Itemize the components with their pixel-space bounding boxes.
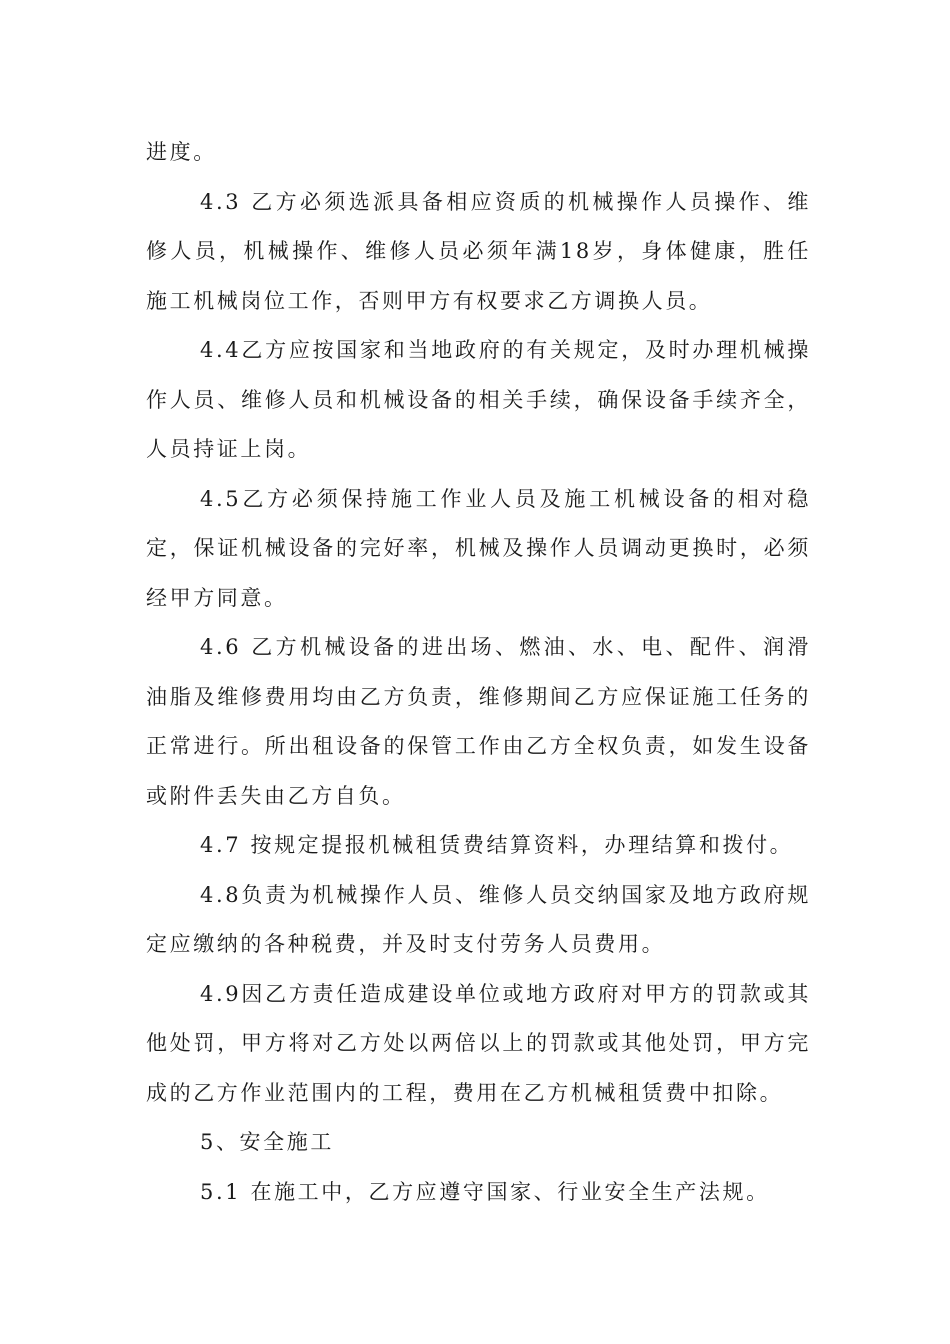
- paragraph-continuation: 进度。: [146, 140, 217, 164]
- document-body: [146, 128, 811, 1217]
- paragraph-4-7: 4.7 按规定提报机械租赁费结算资料，办理结算和拨付。: [200, 833, 794, 857]
- paragraph-5-1: 5.1 在施工中，乙方应遵守国家、行业安全生产法规。: [200, 1179, 770, 1204]
- paragraph-4-4: 4.4乙方应按国家和当地政府的有关规定，及时办理机械操作人员、维修人员和机械设备的相关手续，确保设备手续齐全，人员持证上岗。: [146, 338, 811, 461]
- paragraph-4-5: 4.5乙方必须保持施工作业人员及施工机械设备的相对稳定，保证机械设备的完好率，机械及操作人员调动更换时，必须经甲方同意。: [146, 486, 811, 610]
- paragraph-4-9: 4.9因乙方责任造成建设单位或地方政府对甲方的罚款或其他处罚，甲方将对乙方处以两倍以上的罚款或其他处罚，甲方完成的乙方作业范围内的工程，费用在乙方机械租赁费中扣除。: [146, 981, 811, 1105]
- section-heading-5: 5、安全施工: [200, 1130, 334, 1154]
- paragraph-4-8: 4.8负责为机械操作人员、维修人员交纳国家及地方政府规定应缴纳的各种税费，并及时支付劳务人员费用。: [146, 882, 811, 956]
- paragraph-4-3: 4.3 乙方必须选派具备相应资质的机械操作人员操作、维修人员，机械操作、维修人员必须年满18岁，身体健康，胜任施工机械岗位工作，否则甲方有权要求乙方调换人员。: [146, 189, 811, 313]
- paragraph-4-6: 4.6 乙方机械设备的进出场、燃油、水、电、配件、润滑油脂及维修费用均由乙方负责，维修期间乙方应保证施工任务的正常进行。所出租设备的保管工作由乙方全权负责，如发生设备或附件丢失由乙方自负。: [146, 635, 811, 808]
